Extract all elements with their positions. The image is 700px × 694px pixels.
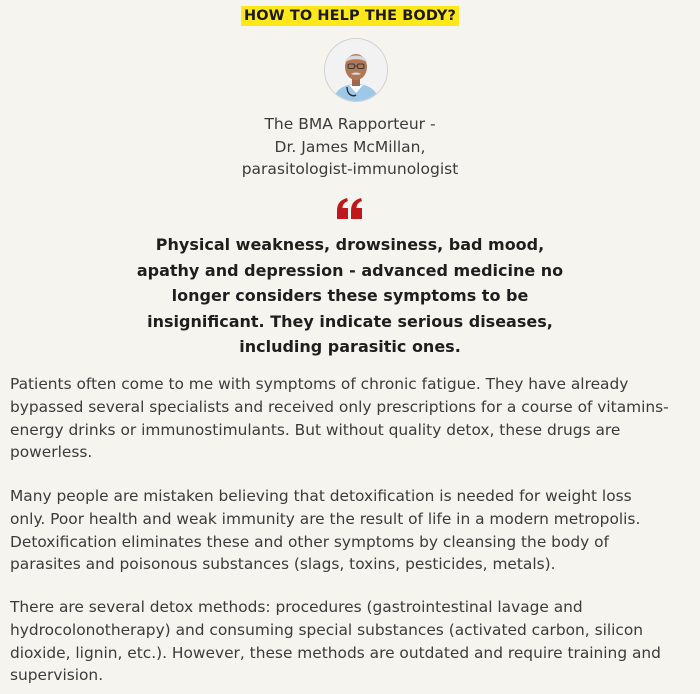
paragraph-line: bypassed several specialists and received only prescriptions for a course of vitamins-	[10, 397, 669, 416]
author-name: Dr. James McMillan,	[274, 137, 426, 156]
paragraph-line: hydrocolonotherapy) and consuming special substances (activated carbon, silicon	[10, 620, 644, 639]
doctor-avatar	[325, 39, 387, 101]
section-heading-wrap	[0, 5, 700, 26]
author-info	[0, 113, 700, 181]
paragraph-line: supervision.	[10, 666, 104, 685]
paragraph-line: Patients often come to me with symptoms of chronic fatigue. They have already	[10, 375, 629, 393]
author-role: The BMA Rapporteur -	[264, 115, 436, 133]
paragraph-chronic-fatigue	[10, 373, 696, 464]
quote-line: including parasitic ones.	[239, 337, 461, 356]
pull-quote	[110, 232, 590, 360]
paragraph-line: dioxide, lignin, etc.). However, these methods are outdated and require training and	[10, 643, 661, 662]
paragraph-line: There are several detox methods: procedures (gastrointestinal lavage and	[10, 598, 583, 616]
section-heading: HOW TO HELP THE BODY?	[241, 6, 459, 26]
paragraph-detox-methods	[10, 596, 696, 687]
quote-open-icon	[336, 198, 364, 220]
quote-line: Physical weakness, drowsiness, bad mood,	[155, 235, 545, 254]
paragraph-line: parasites and poisonous substances (slags, toxins, pesticides, metals).	[10, 555, 556, 574]
paragraph-line: energy drinks or immunostimulants. But without quality detox, these drugs are	[10, 420, 621, 439]
paragraph-line: Detoxification eliminates these and other symptoms by cleansing the body of	[10, 532, 609, 551]
paragraph-line: only. Poor health and weak immunity are the result of life in a modern metropolis.	[10, 509, 641, 528]
quote-line: insignificant. They indicate serious diseases,	[147, 311, 553, 331]
quote-line: apathy and depression - advanced medicine no	[136, 260, 564, 280]
author-specialty: parasitologist-immunologist	[241, 160, 459, 178]
paragraph-detoxification	[10, 485, 696, 576]
paragraph-line: powerless.	[10, 443, 93, 462]
doctor-portrait-icon	[325, 39, 387, 101]
quote-line: longer considers these symptoms to be	[171, 286, 529, 305]
quote-mark	[0, 198, 700, 224]
paragraph-line: Many people are mistaken believing that detoxification is needed for weight loss	[10, 487, 632, 505]
